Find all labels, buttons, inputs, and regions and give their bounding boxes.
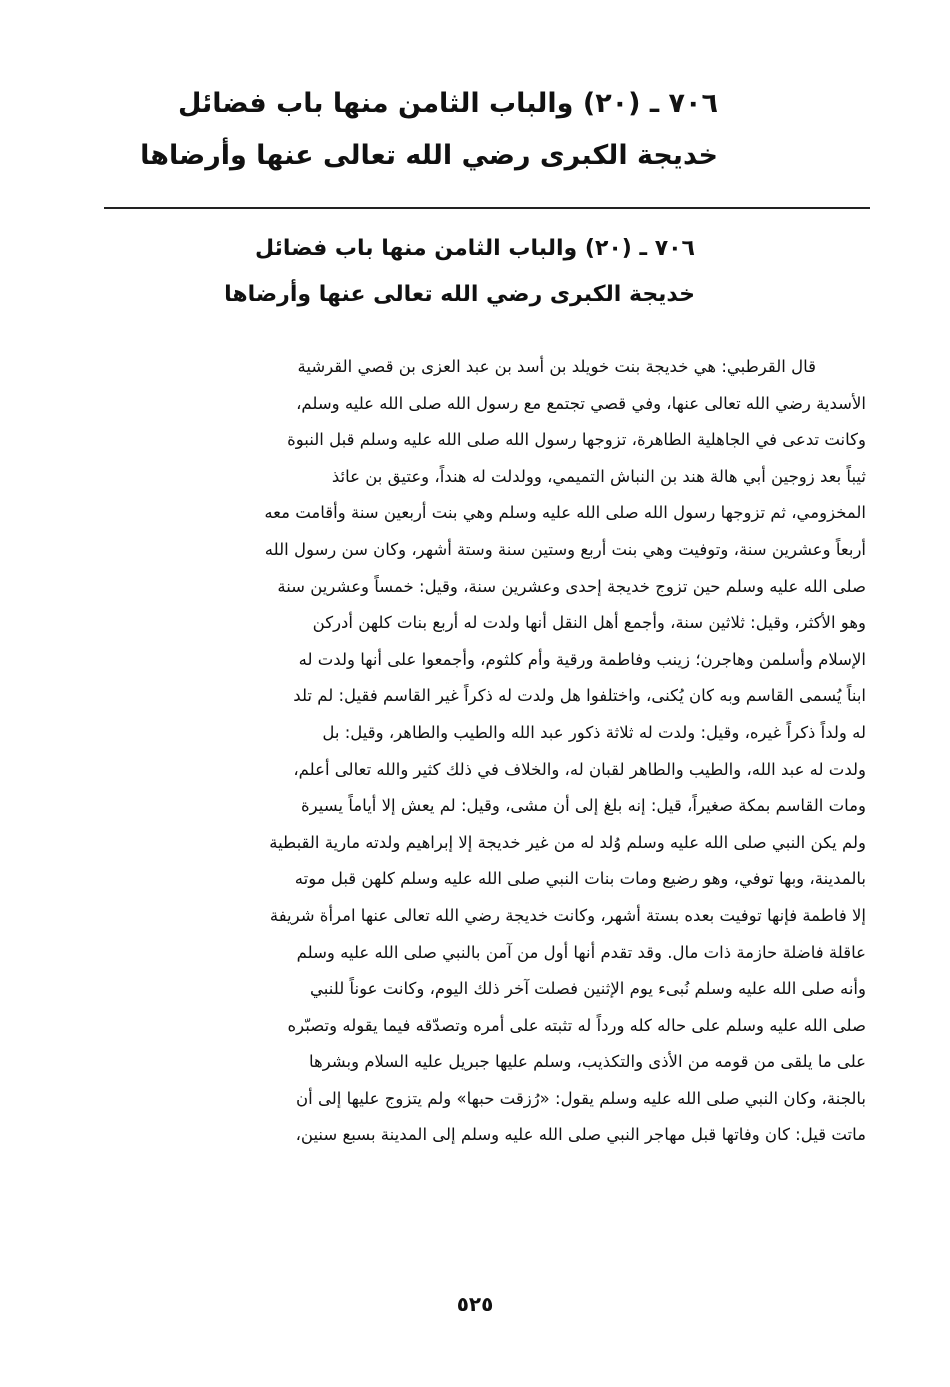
body-line: بالجنة، وكان النبي صلى الله عليه وسلم يقول: «رُزقت حبها» ولم يتزوج عليها إلى أن — [296, 1088, 866, 1108]
section-title — [215, 226, 695, 318]
header-line-1: ٧٠٦ ـ (٢٠) والباب الثامن منها باب فضائل — [178, 88, 718, 119]
body-line: أربعاً وعشرين سنة، وتوفيت وهي بنت أربع وستين سنة وستة أشهر، وكان سن رسول الله — [264, 539, 866, 559]
header-line-2: خديجة الكبرى رضي الله تعالى عنها وأرضاها — [140, 140, 718, 171]
page-number: ٥٢٥ — [456, 1292, 494, 1316]
body-line: إلا فاطمة فإنها توفيت بعده بستة أشهر، وكانت خديجة رضي الله تعالى عنها امرأة شريفة — [269, 905, 866, 925]
body-line: صلى الله عليه وسلم على حاله كله ورداً له تثبته على أمره وتصدّقه فيما يقوله وتصبّره — [287, 1015, 866, 1035]
body-line: بالمدينة، وبها توفي، وهو رضيع ومات بنات النبي صلى الله عليه وسلم كلهن قبل موته — [294, 869, 866, 889]
body-line: ولم يكن النبي صلى الله عليه وسلم وُلد له من غير خديجة إلا إبراهيم ولدته مارية القبطية — [269, 832, 866, 852]
body-line: وأنه صلى الله عليه وسلم نُبىء يوم الإثنين فصلت آخر ذلك اليوم، وكانت عوناً للنبي — [310, 979, 866, 999]
body-line: وهو الأكثر، وقيل: ثلاثين سنة، وأجمع أهل النقل أنها ولدت له أربع بنات كلهن أدركن — [312, 613, 866, 633]
body-line: عاقلة فاضلة حازمة ذات مال. وقد تقدم أنها أول من آمن بالنبي صلى الله عليه وسلم — [296, 942, 866, 962]
body-line: له ولداً ذكراً غيره، وقيل: ولدت له ثلاثة ذكور عبد الله والطيب والطاهر، وقيل: بل — [322, 722, 866, 742]
header-divider — [104, 207, 870, 209]
section-title-line-2: خديجة الكبرى رضي الله تعالى عنها وأرضاها — [224, 282, 695, 307]
body-paragraph — [80, 349, 866, 1154]
body-line: على ما يلقى من قومه من الأذى والتكذيب، وسلم عليها جبريل عليه السلام وبشرها — [308, 1052, 866, 1072]
body-line: وكانت تدعى في الجاهلية الطاهرة، تزوجها رسول الله صلى الله عليه وسلم قبل النبوة — [287, 430, 866, 450]
running-header — [140, 78, 718, 182]
section-title-line-1: ٧٠٦ ـ (٢٠) والباب الثامن منها باب فضائل — [255, 236, 695, 261]
body-line: ماتت قيل: كان وفاتها قبل مهاجر النبي صلى الله عليه وسلم إلى المدينة بسبع سنين، — [295, 1125, 866, 1145]
body-line: الأسدية رضي الله تعالى عنها، وفي قصي تجتمع مع رسول الله صلى الله عليه وسلم، — [296, 393, 866, 413]
body-line: ومات القاسم بمكة صغيراً، قيل: إنه بلغ إلى أن مشى، وقيل: لم يعش إلا أياماً يسيرة — [301, 796, 866, 816]
body-line: صلى الله عليه وسلم حين تزوج خديجة إحدى وعشرين سنة، وقيل: خمساً وعشرين سنة — [277, 576, 866, 596]
body-line: قال القرطبي: هي خديجة بنت خويلد بن أسد بن عبد العزى بن قصي القرشية — [297, 357, 816, 376]
body-line: المخزومي، ثم تزوجها رسول الله صلى الله عليه وسلم وهي بنت أربعين سنة وأقامت معه — [264, 503, 866, 523]
body-line: ولدت له عبد الله، والطيب والطاهر لقبان له، والخلاف في ذلك كثير والله تعالى أعلم، — [293, 759, 866, 779]
body-line: ثيباً بعد زوجين أبي هالة هند بن النباش التميمي، وولدلت له هنداً، وعتيق بن عائذ — [331, 466, 866, 486]
body-line: الإسلام وأسلمن وهاجرن؛ زينب وفاطمة ورقية وأم كلثوم، وأجمعوا على أنها ولدت له — [298, 649, 866, 669]
body-line: ابناً يُسمى القاسم وبه كان يُكنى، واختلفوا هل ولدت له ذكراً غير القاسم فقيل: لم تلد — [293, 686, 866, 706]
